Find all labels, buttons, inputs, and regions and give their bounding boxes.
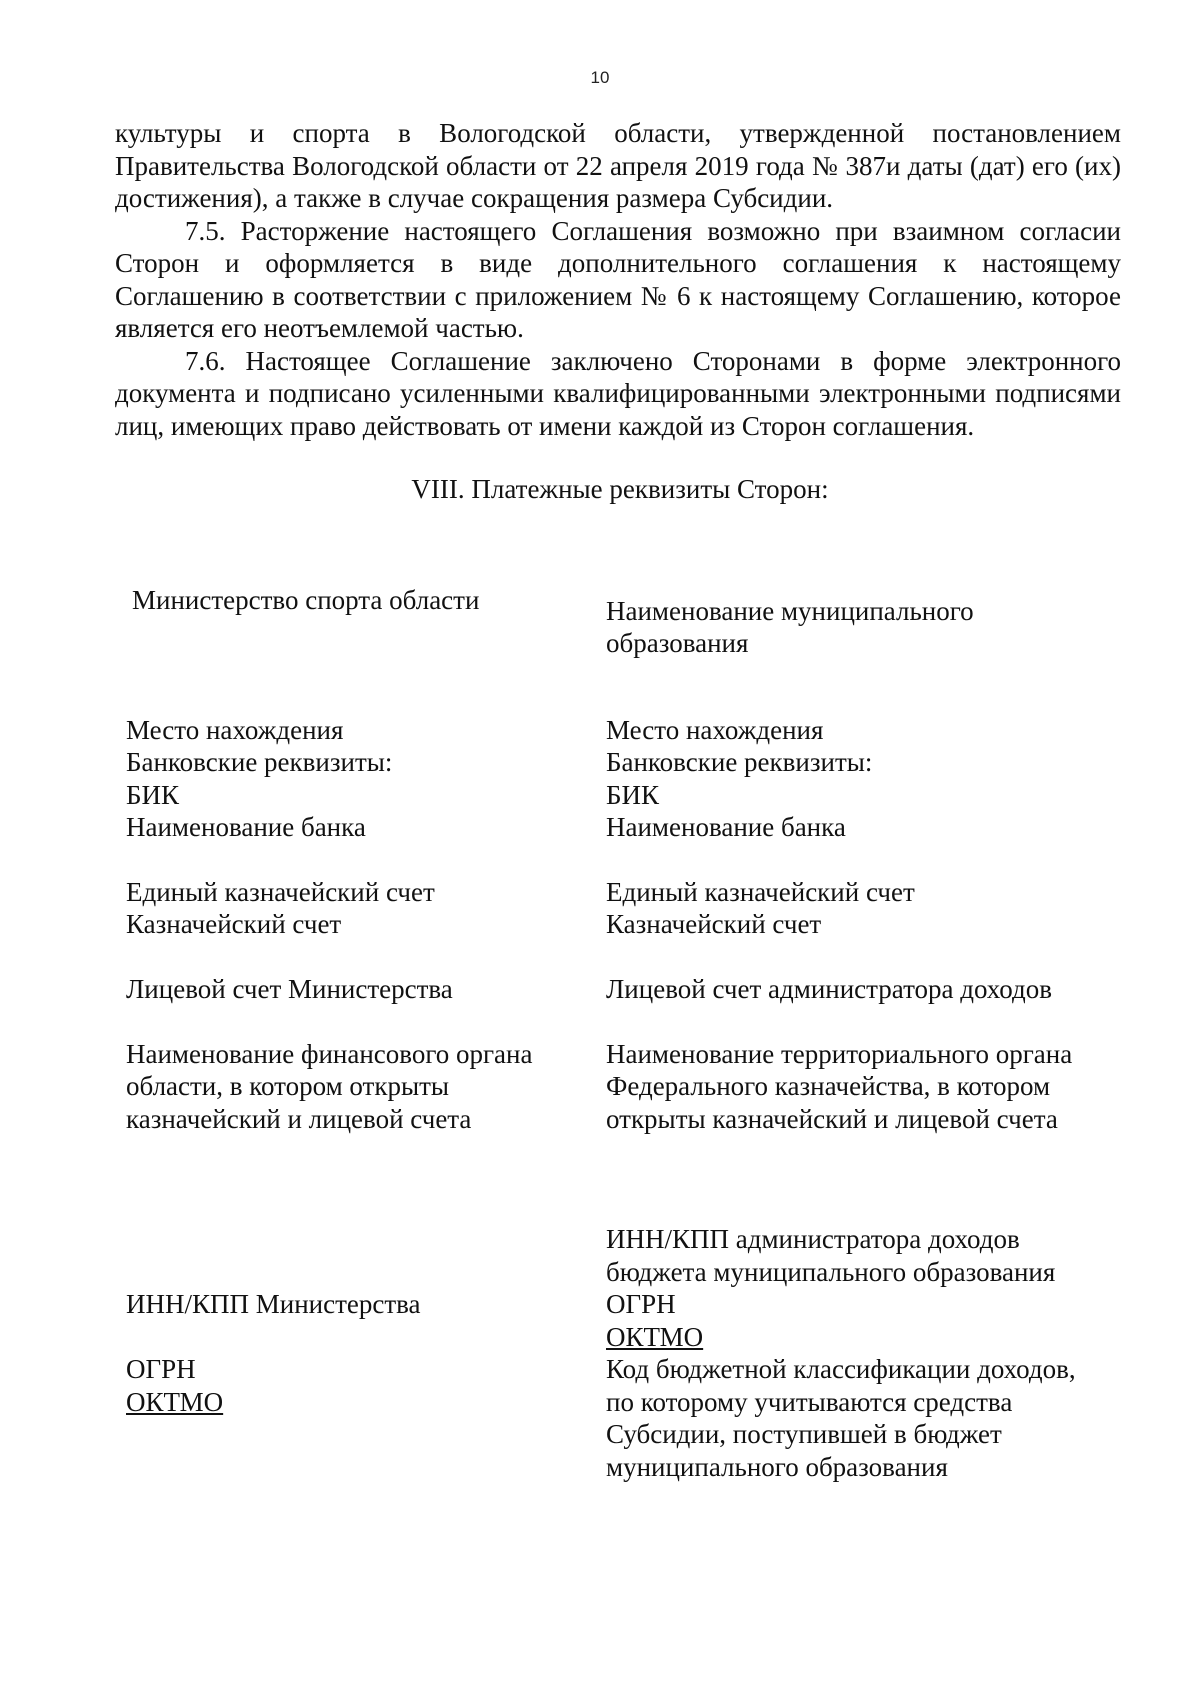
ministry-fin-org-line1: Наименование финансового органа — [126, 1039, 533, 1069]
municipality-kbk-line2: по которому учитываются средства — [606, 1387, 1013, 1417]
ministry-personal-account: Лицевой счет Министерства — [126, 974, 453, 1004]
municipality-name-line2: образования — [606, 628, 749, 658]
ministry-ogrn: ОГРН — [126, 1354, 196, 1384]
municipality-bank-name: Наименование банка — [606, 812, 846, 842]
municipality-kbk-line3: Субсидии, поступившей в бюджет — [606, 1419, 1002, 1449]
municipality-name-line1: Наименование муниципального — [606, 596, 974, 626]
ministry-name: Министерство спорта области — [132, 585, 480, 615]
ministry-fin-org-line2: области, в котором открыты — [126, 1071, 450, 1101]
page-number: 10 — [590, 68, 610, 87]
municipality-terr-org-line1: Наименование территориального органа — [606, 1039, 1073, 1069]
ministry-oktmo: ОКТМО — [126, 1387, 224, 1417]
section-title: VIII. Платежные реквизиты Сторон: — [411, 474, 829, 504]
ministry-bik: БИК — [126, 780, 180, 810]
ministry-location: Место нахождения — [126, 715, 344, 745]
municipality-inn-kpp-line1: ИНН/КПП администратора доходов — [606, 1224, 1020, 1254]
municipality-treasury-single: Единый казначейский счет — [606, 877, 915, 907]
municipality-treasury: Казначейский счет — [606, 909, 822, 939]
ministry-inn-kpp: ИНН/КПП Министерства — [126, 1289, 421, 1319]
ministry-treasury: Казначейский счет — [126, 909, 342, 939]
municipality-bank-details: Банковские реквизиты: — [606, 747, 873, 777]
municipality-inn-kpp-line2: бюджета муниципального образования — [606, 1257, 1056, 1287]
municipality-terr-org-line2: Федерального казначейства, в котором — [606, 1071, 1051, 1101]
ministry-fin-org-line3: казначейский и лицевой счета — [126, 1104, 472, 1134]
municipality-location: Место нахождения — [606, 715, 824, 745]
ministry-bank-name: Наименование банка — [126, 812, 366, 842]
municipality-kbk-line4: муниципального образования — [606, 1452, 948, 1482]
municipality-personal-account: Лицевой счет администратора доходов — [606, 974, 1052, 1004]
municipality-ogrn: ОГРН — [606, 1289, 676, 1319]
paragraph-7-5: 7.5. Расторжение настоящего Соглашения возможно при взаимном согласии Сторон и оформляется в виде дополнительного соглашения к настоящему Соглашению в соответствии с приложением № 6 к настоящему Соглашению, которое является его неотъемлемой частью. — [115, 215, 1121, 343]
paragraph-continuation: культуры и спорта в Вологодской области, утвержденной постановлением Правительства Вологодской области от 22 апреля 2019 года № 387и даты (дат) его (их) достижения), а также в случае сокращения размера Субсидии. — [115, 118, 1121, 213]
municipality-bik: БИК — [606, 780, 660, 810]
ministry-treasury-single: Единый казначейский счет — [126, 877, 435, 907]
municipality-terr-org-line3: открыты казначейский и лицевой счета — [606, 1104, 1058, 1134]
paragraph-7-6: 7.6. Настоящее Соглашение заключено Сторонами в форме электронного документа и подписано усиленными квалифицированными электронными подписями лиц, имеющих право действовать от имени каждой из Сторон соглашения. — [115, 345, 1121, 441]
municipality-oktmo: ОКТМО — [606, 1322, 704, 1352]
municipality-kbk-line1: Код бюджетной классификации доходов, — [606, 1354, 1076, 1384]
agreement-text — [115, 117, 1121, 442]
ministry-bank-details: Банковские реквизиты: — [126, 747, 393, 777]
